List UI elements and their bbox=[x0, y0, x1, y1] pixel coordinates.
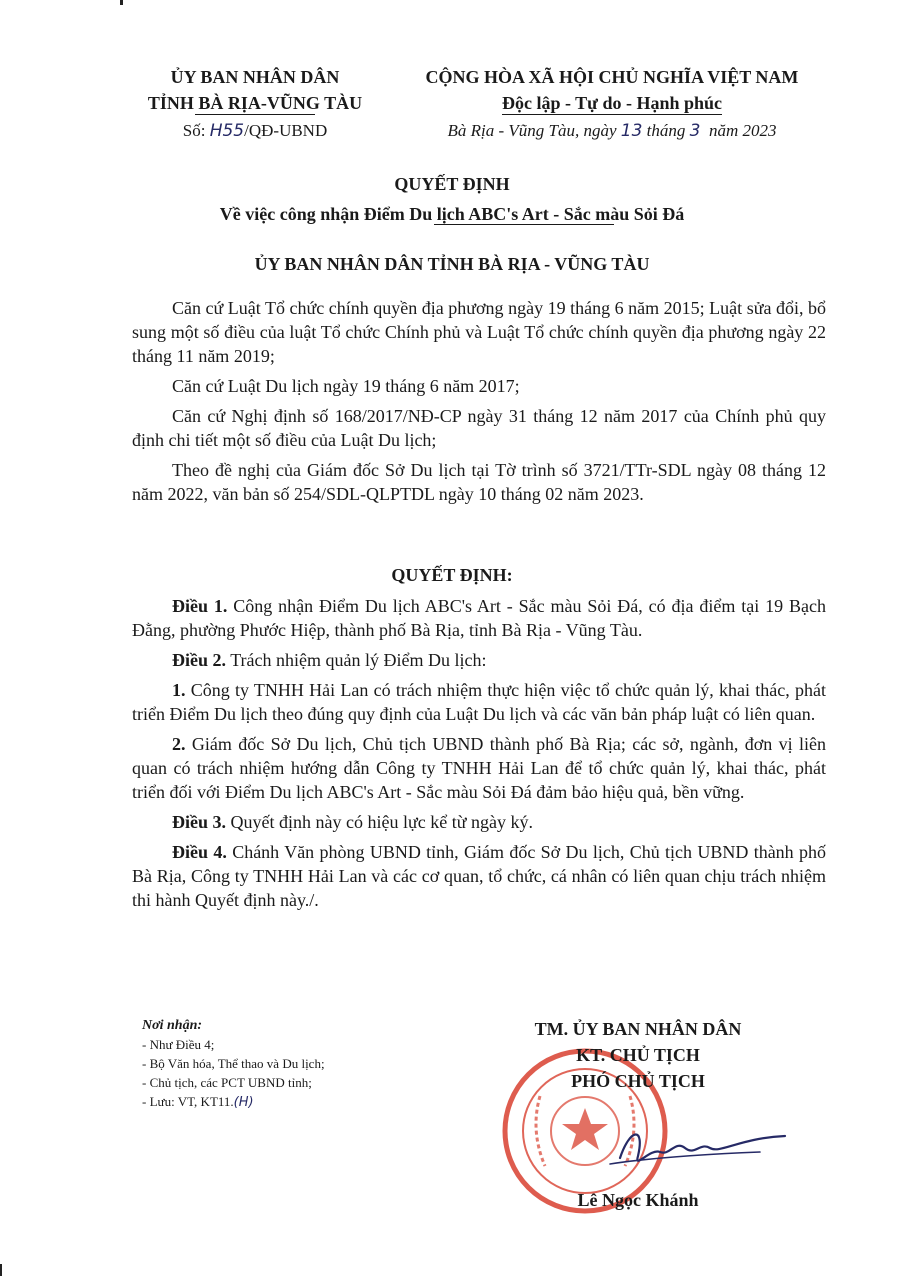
decision-heading: QUYẾT ĐỊNH: bbox=[391, 565, 513, 585]
national-header bbox=[392, 64, 832, 146]
handwritten-month: 3 bbox=[689, 121, 701, 141]
handwritten-day: 13 bbox=[620, 121, 643, 141]
recipients-list bbox=[142, 1016, 462, 1112]
issuer-header bbox=[120, 64, 390, 146]
issuing-authority: ỦY BAN NHÂN DÂN TỈNH BÀ RỊA - VŨNG TÀU bbox=[254, 254, 650, 274]
preamble-item: Căn cứ Nghị định số 168/2017/NĐ-CP ngày 31 tháng 12 năm 2017 của Chính phủ quy định chi tiết một số điều của Luật Du lịch; bbox=[132, 406, 826, 450]
article-2-clause-2: 2. Giám đốc Sở Du lịch, Chủ tịch UBND thành phố Bà Rịa; các sở, ngành, đơn vị liên quan có trách nhiệm hướng dẫn Công ty TNHH Hải Lan để tổ chức quản lý, khai thác, phát triển đối với Điểm Du lịch ABC's Art - Sắc màu Sỏi Đá đảm bảo hiệu quả, bền vững. bbox=[132, 734, 827, 802]
sign-line1: TM. ỦY BAN NHÂN DÂN bbox=[534, 1019, 742, 1039]
org-name-line2: TỈNH BÀ RỊA-VŨNG TÀU bbox=[148, 90, 362, 116]
decision-title: QUYẾT ĐỊNH bbox=[394, 174, 510, 194]
preamble-item: Căn cứ Luật Tổ chức chính quyền địa phương ngày 19 tháng 6 năm 2015; Luật sửa đổi, bổ sung một số điều của luật Tổ chức Chính phủ và Luật Tổ chức chính quyền địa phương ngày 22 tháng 11 năm 2019; bbox=[132, 298, 826, 366]
signature-block bbox=[488, 1016, 788, 1094]
recipients-title: Nơi nhận: bbox=[142, 1018, 203, 1033]
articles bbox=[132, 594, 826, 918]
preamble bbox=[132, 296, 826, 512]
scan-mark bbox=[120, 0, 123, 5]
article-2-clause-1: 1. Công ty TNHH Hải Lan có trách nhiệm thực hiện việc tổ chức quản lý, khai thác, phát triển Điểm Du lịch theo đúng quy định của Luật Du lịch và các văn bản pháp luật có liên quan. bbox=[132, 680, 826, 724]
issue-date: Bà Rịa - Vũng Tàu, ngày 13 tháng 3 năm 2023 bbox=[447, 121, 777, 141]
nation-name: CỘNG HÒA XÃ HỘI CHỦ NGHĨA VIỆT NAM bbox=[425, 67, 799, 87]
scan-mark bbox=[0, 1264, 2, 1276]
sign-line3: PHÓ CHỦ TỊCH bbox=[571, 1071, 705, 1091]
subject-name: Điểm Du lịch ABC's Art - Sắc màu Sỏi Đá bbox=[363, 204, 685, 224]
decision-subject: Về việc công nhận Điểm Du lịch ABC's Art - Sắc màu Sỏi Đá bbox=[219, 204, 685, 224]
preamble-item: Căn cứ Luật Du lịch ngày 19 tháng 6 năm 2017; bbox=[172, 376, 520, 396]
recipient-item: - Như Điều 4; bbox=[142, 1037, 215, 1052]
recipient-item: - Bộ Văn hóa, Thể thao và Du lịch; bbox=[142, 1056, 325, 1071]
article-3: Điều 3. Quyết định này có hiệu lực kể từ ngày ký. bbox=[172, 812, 533, 832]
article-2: Điều 2. Trách nhiệm quản lý Điểm Du lịch: bbox=[172, 650, 487, 670]
recipient-item: - Chủ tịch, các PCT UBND tỉnh; bbox=[142, 1075, 312, 1090]
org-name-line1: ỦY BAN NHÂN DÂN bbox=[170, 67, 340, 87]
sign-line2: KT. CHỦ TỊCH bbox=[576, 1045, 700, 1065]
recipient-item: - Lưu: VT, KT11.(H) bbox=[142, 1094, 254, 1110]
motto: Độc lập - Tự do - Hạnh phúc bbox=[502, 90, 722, 116]
handwritten-note: (H) bbox=[233, 1095, 254, 1110]
signer-name: Lê Ngọc Khánh bbox=[577, 1190, 699, 1210]
preamble-item: Theo đề nghị của Giám đốc Sở Du lịch tại Tờ trình số 3721/TTr-SDL ngày 08 tháng 12 năm 2022, văn bản số 254/SDL-QLPTDL ngày 10 tháng 02 năm 2023. bbox=[132, 460, 826, 504]
handwritten-number: H55 bbox=[209, 121, 245, 141]
article-4: Điều 4. Chánh Văn phòng UBND tỉnh, Giám đốc Sở Du lịch, Chủ tịch UBND thành phố Bà Rịa, Công ty TNHH Hải Lan và các cơ quan, tổ chức, cá nhân có liên quan chịu trách nhiệm thi hành Quyết định này./. bbox=[132, 842, 827, 910]
handwritten-signature-icon bbox=[590, 1118, 790, 1178]
article-1: Điều 1. Công nhận Điểm Du lịch ABC's Art - Sắc màu Sỏi Đá, có địa điểm tại 19 Bạch Đằng, phường Phước Hiệp, thành phố Bà Rịa, tỉnh Bà Rịa - Vũng Tàu. bbox=[132, 596, 827, 640]
document-number: Số: H55/QĐ-UBND bbox=[182, 121, 328, 141]
